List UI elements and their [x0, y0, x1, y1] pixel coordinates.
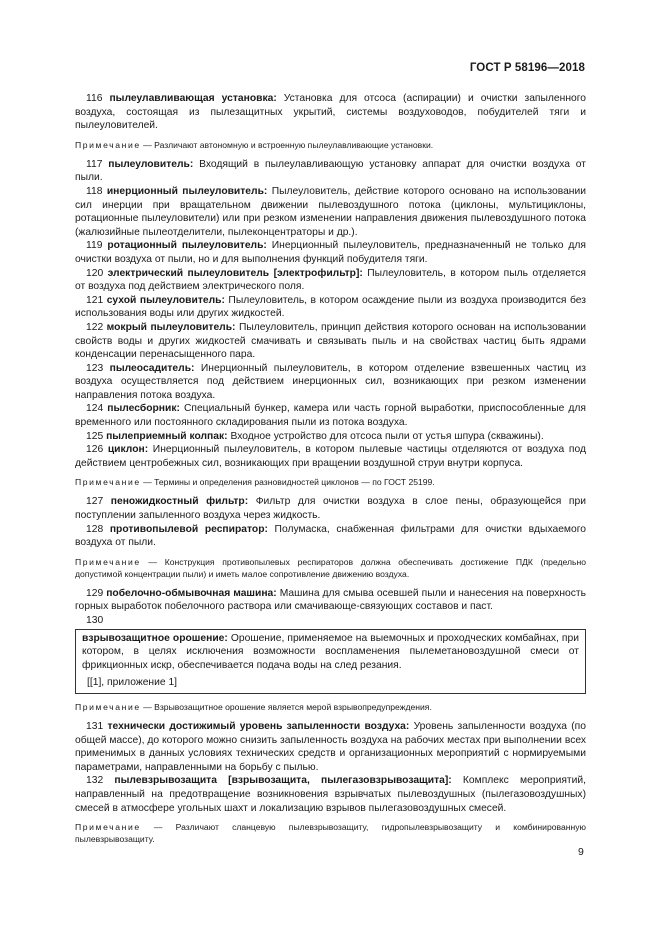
note-label: Примечание: [75, 701, 141, 712]
entry-definition: Фильтр для очистки воздуха в слое пены, образующейся при поступлении запыленного воздуха через жидкость.: [75, 496, 586, 522]
entry-term: электрический пылеуловитель [электрофильтр]:: [107, 267, 363, 279]
entry-number: 118: [86, 185, 103, 197]
note-text: — Различают автономную и встроенную пылеулавливающие установки.: [140, 139, 434, 150]
entry-term: пылеулавливающая установка:: [109, 93, 277, 104]
entry-term: пылеприемный колпак:: [106, 430, 228, 442]
entry-term: пылеосадитель:: [109, 362, 195, 374]
note: [75, 821, 586, 845]
entry-number: 127: [86, 496, 104, 508]
entry-definition: Пылеуловитель, в котором пыль отделяется от воздуха под действием электрического поля.: [75, 267, 586, 293]
entry-term: пылесборник:: [107, 403, 180, 415]
note: [75, 139, 586, 151]
entry-128: [75, 523, 586, 550]
entry-definition: Специальный бункер, камера или часть горной выработки, приспособленные для временного или постоянного складирования пыли из потока воздуха.: [75, 403, 586, 429]
entry-number: 128: [86, 523, 104, 535]
entry-number: 132: [86, 775, 104, 787]
note: [75, 476, 586, 488]
entry-term: технически достижимый уровень запыленности воздуха:: [107, 720, 410, 732]
entry-119: [75, 239, 586, 266]
note-text: — Термины и определения разновидностей циклонов — по ГОСТ 25199.: [140, 477, 435, 488]
document-id: ГОСТ Р 58196—2018: [469, 62, 585, 74]
entry-term: взрывозащитное орошение:: [82, 632, 228, 644]
entry-term: ротационный пылеуловитель:: [107, 240, 267, 252]
entry-definition: Пылеуловитель, в котором осаждение пыли из воздуха производится без использования воды или других жидкостей.: [75, 294, 586, 320]
entry-term: сухой пылеуловитель:: [106, 294, 225, 306]
entry-116: [75, 92, 586, 133]
entry-term: пылевзрывозащита [взрывозащита, пылегазовзрывозащита]:: [114, 775, 452, 787]
page-number: 9: [578, 846, 584, 858]
entry-number: 124: [86, 403, 104, 415]
entry-127: [75, 495, 586, 522]
entry-term: инерционный пылеуловитель:: [106, 185, 268, 197]
entry-number: 116: [86, 93, 103, 104]
entry-definition: Входящий в пылеулавливающую установку аппарат для очистки воздуха от пыли.: [75, 158, 586, 184]
entry-term: пылеуловитель:: [108, 158, 194, 170]
entry-definition: Пылеуловитель, принцип действия которого основан на использовании свойств воды и других жидкостей смачивать и связывать пыль и на свойствах частиц быть ядрами конденсации перенасыщенного пара.: [75, 321, 586, 361]
note-text: — Различают сланцевую пылевзрывозащиту, гидропылевзрывозащиту и комбинированную пылевзрывозащиту.: [75, 822, 586, 845]
entry-number: 126: [86, 444, 104, 456]
entry-122: [75, 321, 586, 362]
entry-definition: Пылеуловитель, действие которого основано на использовании сил инерции при вращательном движении пылевоздушного потока (циклоны, мультициклоны, ротационные пылеуловители) или при резком изменении направления движения пылевоздушного потока (жалюзийные пылеотделители, пылеконцентраторы и др.).: [75, 185, 586, 238]
entry-129: [75, 587, 586, 614]
entry-132: [75, 774, 586, 815]
entry-term: пеножидкостный фильтр:: [110, 496, 249, 508]
entry-definition: Инерционный пылеуловитель, предназначенный не только для очистки воздуха от пыли, но и для выполнения функций побудителя тяги.: [75, 240, 586, 265]
entry-131: [75, 720, 586, 774]
entry-126: [75, 443, 586, 470]
entry-number: 121: [86, 294, 104, 306]
entry-130-box: [75, 629, 586, 694]
entry-definition: Инерционный пылеуловитель, в котором пылевые частицы отделяются от воздуха под действием центробежных сил, возникающих при вращении воздушной струи внутри корпуса.: [75, 444, 586, 469]
entry-number: 122: [86, 321, 104, 333]
entry-term: побелочно-обмывочная машина:: [106, 587, 277, 599]
entry-definition: Входное устройство для отсоса пыли от устья шпура (скважины).: [227, 430, 544, 442]
note-label: Примечание: [75, 477, 141, 488]
entry-118: [75, 185, 586, 239]
entry-number: 119: [86, 240, 103, 252]
entry-123: [75, 362, 586, 403]
entry-125: [75, 430, 586, 444]
entry-number: 123: [86, 362, 104, 374]
note-label: Примечание: [75, 822, 141, 833]
entry-121: [75, 294, 586, 321]
entry-definition: Машина для смыва осевшей пыли и нанесения на поверхность горных выработок побелочного раствора или смачивающе-связующих составов и паст.: [75, 587, 586, 613]
entry-definition: Уровень запыленности воздуха (по общей массе), до которого можно снизить запыленность воздуха на рабочих местах при выполнении всех применимых в данных условиях технических средств и организационных мероприятий с нормируемыми параметрами, направленными на борьбу с пылью.: [75, 720, 586, 773]
note-label: Примечание: [75, 556, 141, 567]
entry-number: 117: [86, 158, 103, 170]
entry-number: 129: [86, 587, 104, 599]
note-text: — Взрывозащитное орошение является мерой взрывопредупреждения.: [140, 701, 432, 712]
entry-number: 130: [86, 615, 104, 626]
note: [75, 701, 586, 713]
note-text: — Конструкция противопылевых респираторов должна обеспечивать достижение ПДК (предельно допустимой концентрации пыли) и иметь малое сопротивление движению воздуха.: [75, 556, 586, 579]
entry-120: [75, 267, 586, 294]
entry-130: [82, 632, 579, 673]
entry-124: [75, 402, 586, 429]
entry-number: 131: [86, 720, 104, 732]
note-label: Примечание: [75, 139, 141, 150]
source-reference: [[1], приложение 1]: [87, 677, 178, 689]
entry-term: противопылевой респиратор:: [109, 523, 268, 535]
note: [75, 556, 586, 580]
entry-number: 120: [86, 267, 104, 279]
entry-definition: Комплекс мероприятий, направленный на предотвращение возникновения взрывчатых пылевоздушных (пылегазовоздушных) смесей в атмосфере угольных шахт и локализацию взрывов пылегазовоздушных смесей.: [75, 775, 586, 814]
entry-definition: Полумаска, снабженная фильтрами для очистки вдыхаемого воздуха от пыли.: [75, 523, 586, 549]
entry-117: [75, 158, 586, 185]
entry-term: мокрый пылеуловитель:: [106, 321, 236, 333]
entry-definition: Орошение, применяемое на выемочных и проходческих комбайнах, при котором, в целях исключения возможности воспламенения пылеметановоздушной смеси от фрикционных искр, обеспечивается подача воды на след резания.: [82, 632, 579, 671]
document-body: [75, 92, 586, 852]
entry-term: циклон:: [107, 444, 149, 456]
entry-definition: Инерционный пылеуловитель, в котором отделение взвешенных частиц из воздуха осуществляется под действием инерционных сил, возникающих при резком изменении направления потока воздуха.: [75, 362, 586, 401]
entry-definition: Установка для отсоса (аспирации) и очистки запыленного воздуха, состоящая из пылезащитных укрытий, системы воздуховодов, побудителей тяги и пылеуловителей.: [75, 93, 586, 132]
entry-number: 125: [86, 430, 104, 442]
